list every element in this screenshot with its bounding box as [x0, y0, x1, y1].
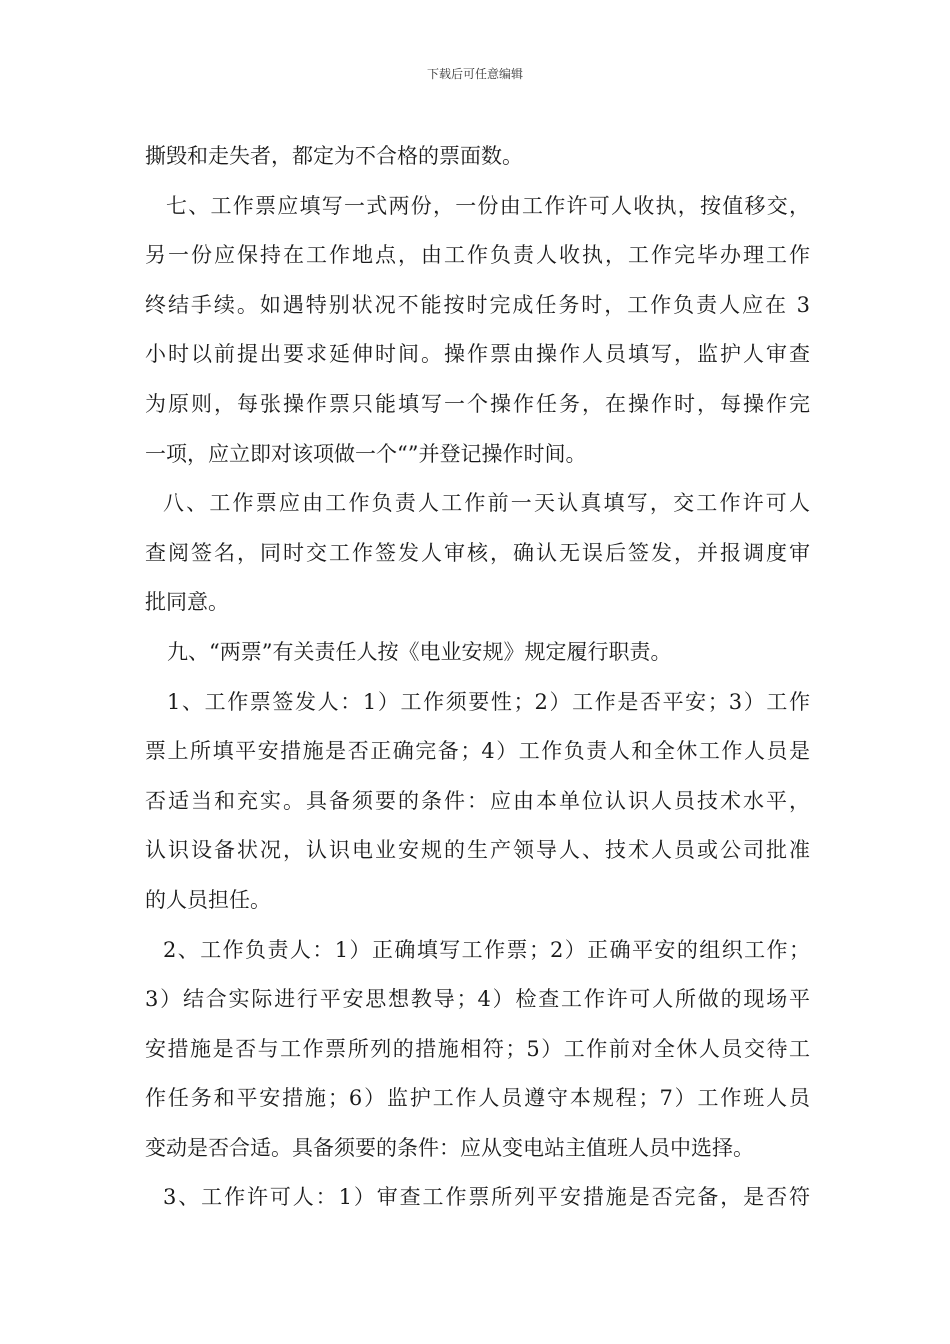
paragraph-start-line: 九、“两票”有关责任人按《电业安规》规定履行职责。: [167, 639, 672, 664]
text-line: 票上所填平安措施是否正确完备；4）工作负责人和全休工作人员是: [145, 739, 810, 764]
page-header: 下载后可任意编辑: [426, 67, 523, 81]
text-line: 安措施是否与工作票所列的措施相符；5）工作前对全休人员交待工: [145, 1036, 810, 1061]
text-line: 的人员担任。: [145, 887, 271, 912]
text-line: 为原则，每张操作票只能填写一个操作任务，在操作时，每操作完: [145, 391, 810, 416]
text-line: 作任务和平安措施；6）监护工作人员遵守本规程；7）工作班人员: [145, 1086, 810, 1111]
paragraph-start-line: 1、工作票签发人：1）工作须要性；2）工作是否平安；3）工作: [167, 689, 810, 714]
paragraph-start-line: 七、工作票应填写一式两份，一份由工作许可人收执，按值移交，: [166, 193, 810, 218]
text-line: 认识设备状况，认识电业安规的生产领导人、技术人员或公司批准: [145, 838, 810, 863]
text-line: 查阅签名，同时交工作签发人审核，确认无误后签发，并报调度审: [145, 540, 810, 565]
text-line: 否适当和充实。具备须要的条件：应由本单位认识人员技术水平，: [145, 788, 810, 813]
text-line: 撕毁和走失者，都定为不合格的票面数。: [145, 144, 523, 168]
document-body: [145, 132, 810, 1223]
paragraph-start-line: 八、工作票应由工作负责人工作前一天认真填写，交工作许可人: [163, 491, 810, 516]
text-line: 一项，应立即对该项做一个“”并登记操作时间。: [145, 441, 587, 466]
paragraph-start-line: 2、工作负责人：1）正确填写工作票；2）正确平安的组织工作；: [163, 937, 810, 962]
text-line: 批同意。: [145, 590, 229, 615]
text-line: 变动是否合适。具备须要的条件：应从变电站主值班人员中选择。: [145, 1135, 754, 1160]
text-line: 另一份应保持在工作地点，由工作负责人收执，工作完毕办理工作: [145, 243, 810, 268]
text-line: 终结手续。如遇特别状况不能按时完成任务时，工作负责人应在 3: [145, 292, 810, 317]
text-line: 3）结合实际进行平安思想教导；4）检查工作许可人所做的现场平: [145, 987, 810, 1012]
text-line: 小时以前提出要求延伸时间。操作票由操作人员填写，监护人审查: [145, 342, 810, 367]
paragraph-start-line: 3、工作许可人：1）审查工作票所列平安措施是否完备，是否符: [163, 1185, 810, 1210]
